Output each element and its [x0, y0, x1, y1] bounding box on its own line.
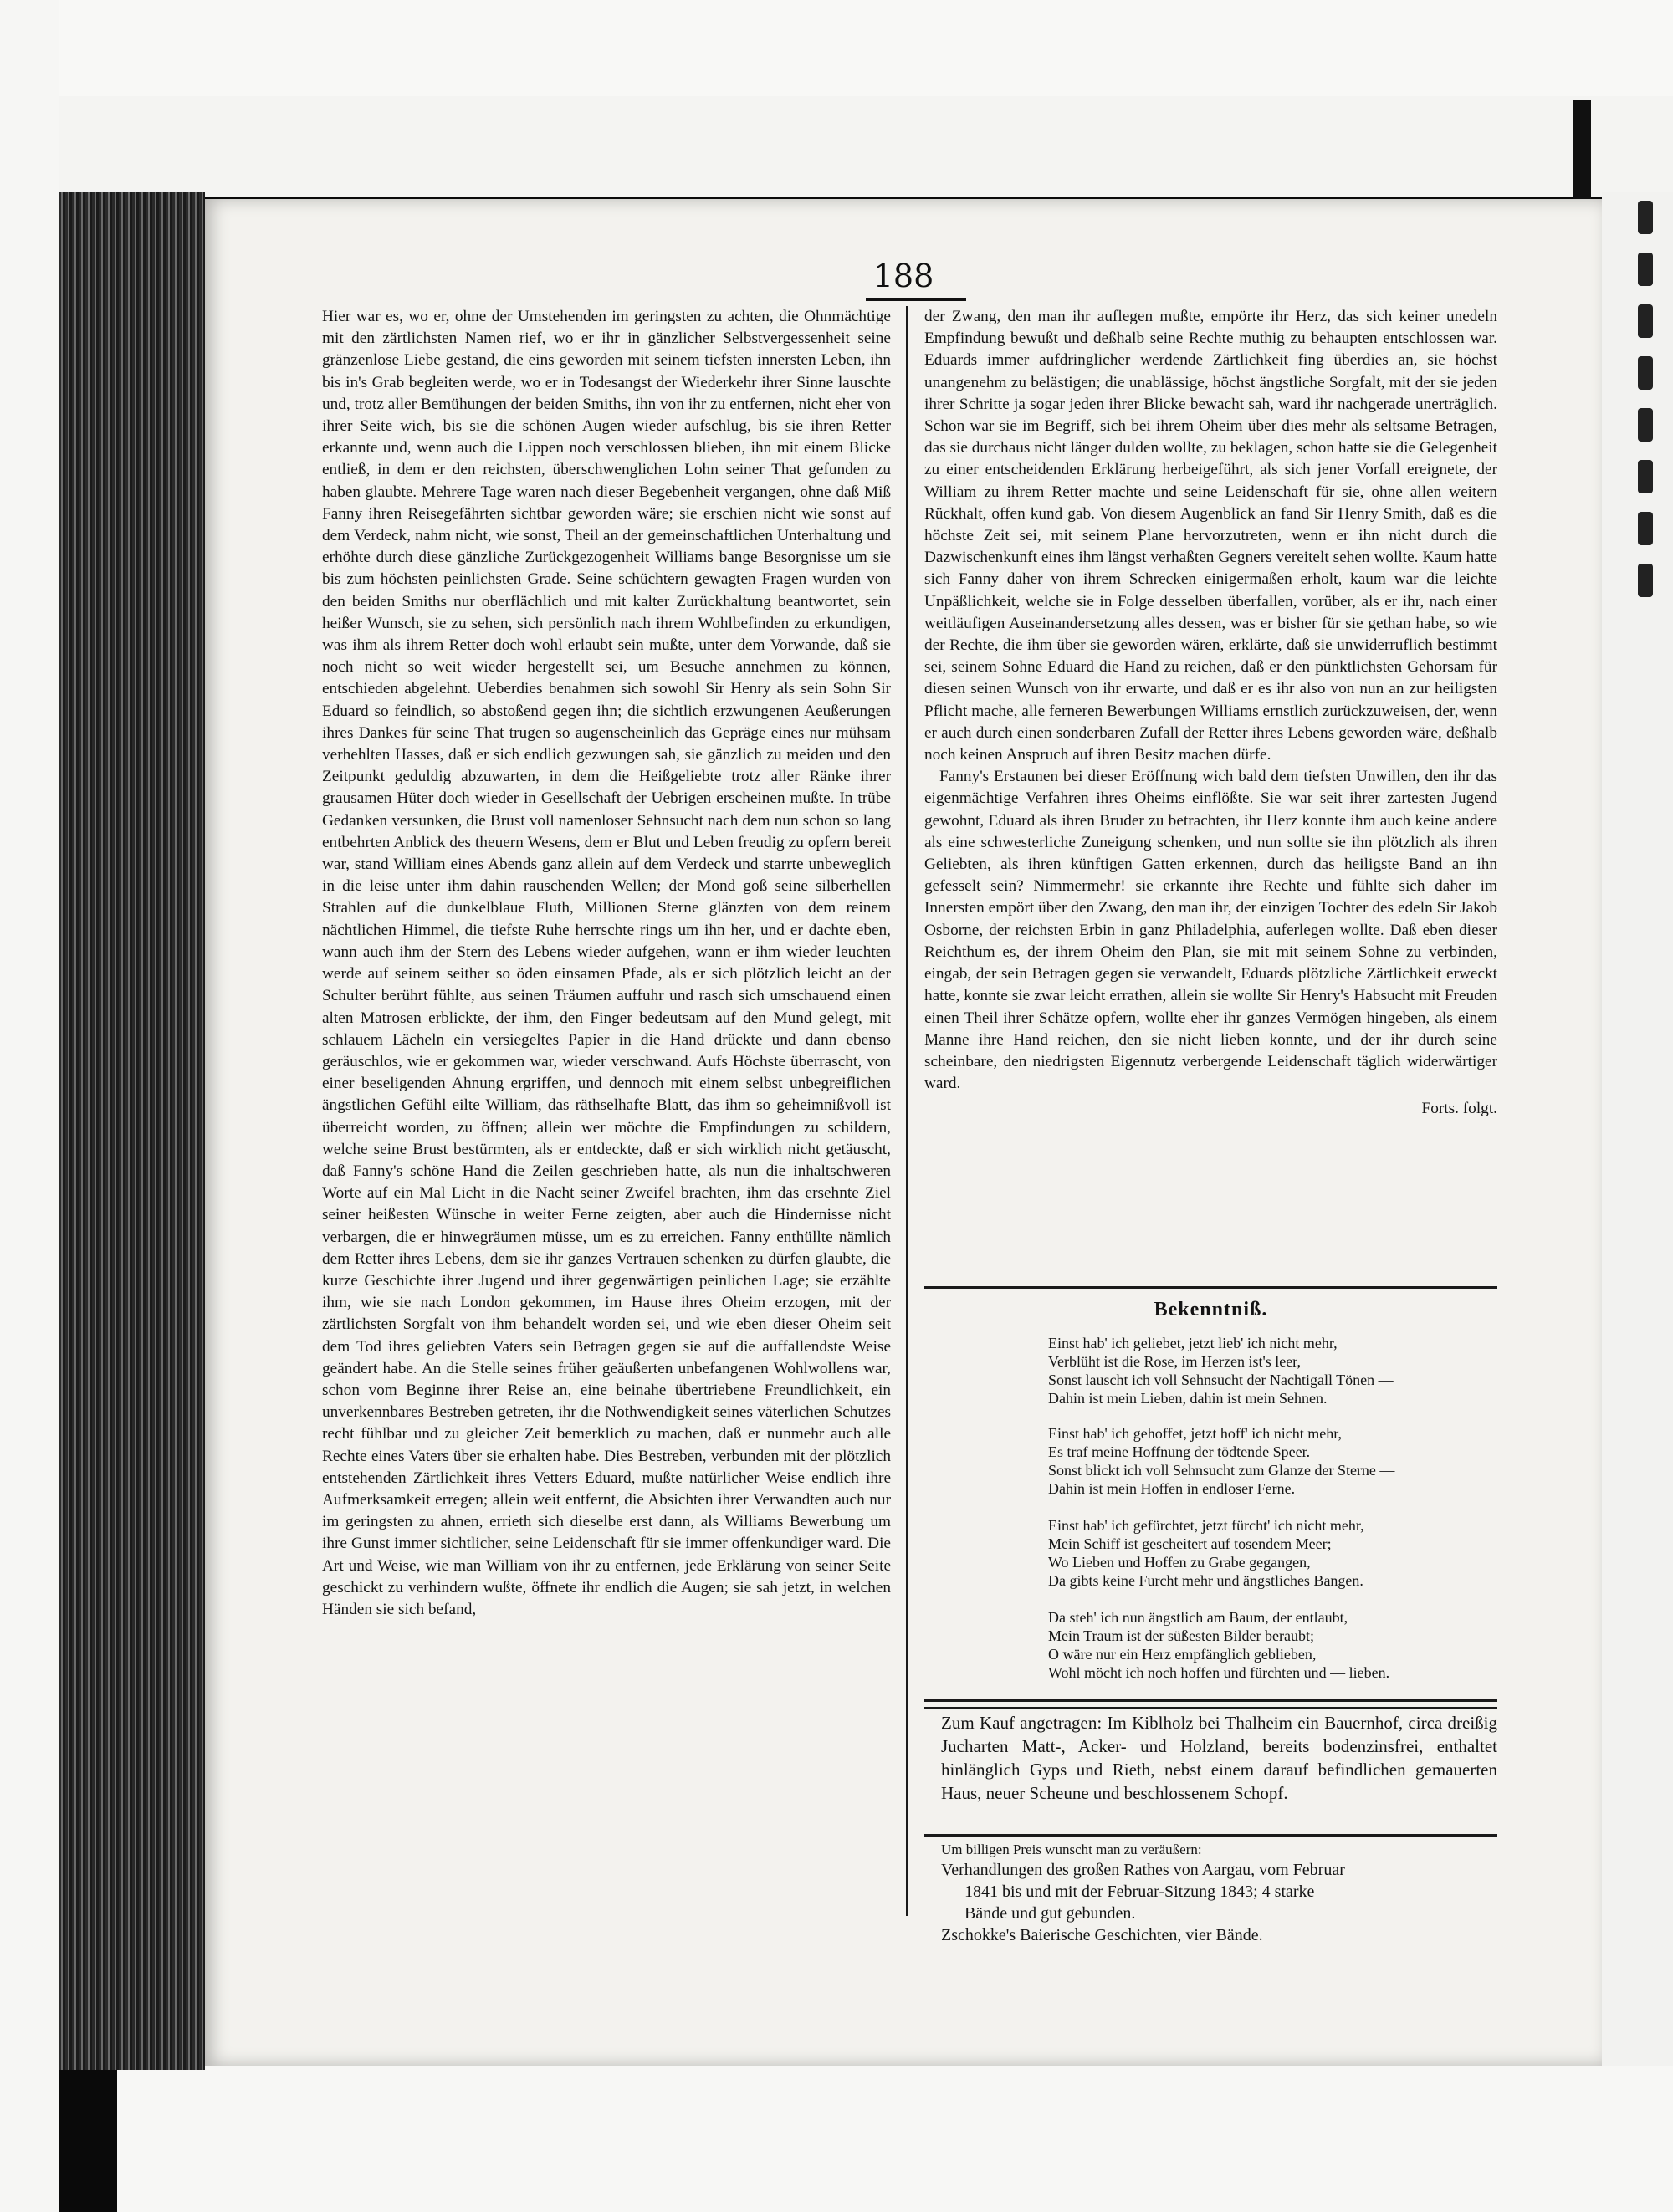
poem-line: Dahin ist mein Lieben, dahin ist mein Sehnen.: [1048, 1390, 1328, 1407]
page-number: 188: [872, 258, 934, 294]
poem-stanza: [1048, 1608, 1517, 1682]
poem-line: Einst hab' ich gefürchtet, jetzt fürcht' ich nicht mehr,: [1048, 1517, 1364, 1534]
story-text-right-2: Fanny's Erstaunen bei dieser Eröffnung wich bald dem tiefsten Unwillen, den ihr das eigenmächtige Verfahren ihres Oheims einflößte. Sie war seit ihrer zartesten Jugend gewohnt, Eduard als ihren Bruder zu betrachten, ihr Herz konnte ihm auch keine andere als eine schwesterliche Zuneigung schenken, und nun sollte sie ihn plötzlich als ihren Geliebten, als ihren künftigen Gatten erkennen, durch das heiligste Band an ihn gefesselt sein? Nimmermehr! sie erkannte ihre Rechte und fühlte sich daher im Innersten empört über den Zwang, den man ihr, der einzigen Tochter des edeln Sir Jakob Osborne, der reichsten Erbin in ganz Philadelphia, auferlegen wollte. Daß eben dieser Reichthum es, der ihrem Oheim den Plan, sie mit mit seinem Sohne zu verbinden, eingab, der sein Betragen gegen sie verwandelt, Eduards plötzliche Zärtlichkeit erweckt hatte, konnte sie zwar leicht errathen, allein sie wollte Sir Henry's Habsucht mit Freuden einen Theil ihrer Schätze opfern, wollte eher ihr ganzes Vermögen hingeben, als einem Manne ihre Hand reichen, den sie nicht lieben konnte, und der ihr durch seine scheinbare, den niedrigsten Eigennutz verbergende Leidenschaft täglich widerwärtiger ward.: [924, 768, 1497, 1093]
poem-line: Mein Schiff ist gescheitert auf tosendem Meer;: [1048, 1535, 1332, 1552]
advert-line: Verhandlungen des großen Rathes von Aargau, vom Februar: [941, 1861, 1345, 1879]
poem-line: Da gibts keine Furcht mehr und ängstliches Bangen.: [1048, 1572, 1363, 1589]
poem-line: Da steh' ich nun ängstlich am Baum, der entlaubt,: [1048, 1609, 1348, 1626]
story-text-left: Hier war es, wo er, ohne der Umstehenden im geringsten zu achten, die Ohnmächtige mit den zärtlichsten Namen rief, wo er ihr in gänzlicher Selbstvergessenheit seine gränzenlose Liebe gestand, die eins geworden mit seinem tiefsten innersten Leben, ihn bis in's Grab begleiten werde, wo er in Todesangst der Wiederkehr ihrer Sinne lauschte und, trotz aller Bemühungen der beiden Smiths, ihn von ihr zu entfernen, nicht eher von ihrer Seite wich, bis sie die schönen Augen wieder aufschlug, bis sie ihren Retter erkannte und, wenn auch die Lippen noch verschlossen blieben, ihn mit einem Blicke entließ, in dem er den reichsten, überschwenglichen Lohn seiner That gefunden zu haben glaubte. Mehrere Tage waren nach dieser Begebenheit vergangen, ohne daß Miß Fanny ihren Reisegefährten sichtbar geworden wäre; sie erschien nicht wie sonst auf dem Verdeck, nahm nicht, wie sonst, Theil an der gemeinschaftlichen Unterhaltung und erhöhte durch diese gänzliche Zurückgezogenheit Williams bange Besorgnisse um sie bis zum höchsten peinlichsten Grade. Seine schüchtern gewagten Fragen wurden von den beiden Smiths nur oberflächlich und mit kalter Zurückhaltung beantwortet, sein heißer Wunsch, sie zu sehen, sich persönlich nach ihrem Wohlbefinden zu erkundigen, was ihm als ihrem Retter doch wohl erlaubt sein mußte, unter dem Vorwande, daß sie noch nicht so weit wieder hergestellt sei, um Besuche annehmen zu können, entschieden abgelehnt. Ueberdies benahmen sich sowohl Sir Henry als sein Sohn Sir Eduard so feindlich, so abstoßend gegen ihn; die sichtlich erzwungenen Aeußerungen ihres Dankes für seine That trugen so augenscheinlich das Gepräge eines nur mühsam verhehlten Hasses, daß er sich endlich gezwungen sah, sie gänzlich zu meiden und den Zeitpunkt geduldig abzuwarten, in dem die Heißgeliebte trotz aller Ränke ihrer grausamen Hüter doch wieder in Gesellschaft der Uebrigen erscheinen mußte. In trübe Gedanken versunken, die Brust voll namenloser Sehnsucht nach dem nun schon so lang entbehrten Anblick des theuern Wesens, dem er Blut und Leben freudig zu opfern bereit war, stand William eines Abends ganz allein auf dem Verdeck und starrte unbeweglich in die leise unter ihm dahin rauschenden Wellen; der Mond goß seine silberhellen Strahlen auf die dunkelblaue Fluth, Millionen Sterne glänzten von dem reinem nächtlichen Himmel, die tiefste Ruhe herrschte rings um ihn her, und er dachte eben, wann auch ihm der Stern des Lebens wieder aufgehen, wann er ihm wieder leuchten werde auf seinem seither so öden einsamen Pfade, als er sich plötzlich leicht an der Schulter berührt fühlte, aus seinen Träumen auffuhr und rasch sich umschauend einen alten Matrosen erblickte, der ihm, den Finger bedeutsam auf den Mund gelegt, mit schlauem Lächeln ein versiegeltes Papier in die Hand drückte und dann ebenso geräuschlos, wie er gekommen war, wieder verschwand. Aufs Höchste überrascht, von einer beseligenden Ahnung ergriffen, und dennoch mit einem selbst unbegreiflichen ängstlichen Gefühl eilte William, das räthselhafte Blatt, das ihm so geheimnißvoll ist überreicht worden, zu öffnen; allein wer möchte die Empfindungen zu schildern, welche seine Brust bestürmten, als er entdeckte, daß er sich wirklich nicht getäuscht, daß Fanny's schöne Hand die Zeilen geschrieben hatte, als nun die inhaltschweren Worte auf ein Mal Licht in die Nacht seiner Zweifel brachten, ihm das ersehnte Ziel seiner heißesten Wünsche in weiter Ferne zeigten, aber auch die Hindernisse nicht verbargen, die er hinwegräumen müsse, um es zu erreichen. Fanny enthüllte nämlich dem Retter ihres Lebens, dem sie ihr ganzes Vertrauen schenken zu dürfen glaubte, die kurze Geschichte ihrer Jugend und ihrer gegenwärtigen peinlichen Lage; sie erzählte ihm, wie sie nach London gekommen, im Hause ihres Oheim erzogen, mit der zärtlichsten Sorgfalt von ihm behandelt worden sei, und wie eben dieser Oheim seit dem Tod ihres geliebten Vaters sein Betragen gegen sie auf die auffallendste Weise geändert habe. An die Stelle seines früher geäußerten unbefangenen Wohlwollens war, schon vom Beginne ihrer Reise an, eine beinahe übertriebene Freundlichkeit, ein unverkennbares Bestreben getreten, ihr die Nothwendigkeit seines väterlichen Schutzes recht fühlbar und zu gleicher Zeit bemerklich zu machen, daß er nunmehr auch alle Rechte eines Vaters über sie erhalten habe. Dies Bestreben, verbunden mit der plötzlich entstehenden Zärtlichkeit ihres Vetters Eduard, mußte natürlicher Weise endlich ihre Aufmerksamkeit erregen; allein weit entfernt, die Absichten ihrer Verwandten auch nur im geringsten zu ahnen, errieth sich dieselbe erst dann, als Williams Bewerbung um ihre Gunst immer sichtlicher, seine Leidenschaft für sie immer offenkundiger ward. Die Art und Weise, wie man William von ihr zu entfernen, jede Erklärung von seiner Seite geschickt zu verhindern wußte, öffnete ihr endlich die Augen; sie sah jetzt, in welchen Händen sie sich befand,: [322, 308, 891, 1618]
poem-line: Wo Lieben und Hoffen zu Grabe gegangen,: [1048, 1554, 1311, 1571]
column-divider: [906, 306, 908, 1916]
advert-line: Zschokke's Baierische Geschichten, vier Bände.: [941, 1926, 1263, 1944]
scan-background-top: [0, 0, 1673, 96]
poem-stanza: [1048, 1424, 1517, 1498]
poem-line: Dahin ist mein Hoffen in endloser Ferne.: [1048, 1480, 1296, 1497]
right-column: [924, 306, 1497, 1121]
section-rule: [924, 1286, 1497, 1289]
poem-line: Sonst lauscht ich voll Sehnsucht der Nachtigall Tönen —: [1048, 1372, 1394, 1388]
poem-line: O wäre nur ein Herz empfänglich geblieben,: [1048, 1646, 1317, 1663]
poem-line: Mein Traum ist der süßesten Bilder beraubt;: [1048, 1627, 1314, 1644]
adjacent-page-edge: [1638, 201, 1671, 2057]
advert-note: Um billigen Preis wunscht man zu veräußern:: [941, 1842, 1202, 1857]
continued-note: Forts. folgt.: [1421, 1100, 1497, 1118]
page-number-rule: [866, 298, 966, 301]
poem-stanza: [1048, 1516, 1517, 1590]
poem-line: Wohl möcht ich noch hoffen und fürchten und — lieben.: [1048, 1664, 1390, 1681]
poem-line: Einst hab' ich gehoffet, jetzt hoff' ich nicht mehr,: [1048, 1425, 1342, 1442]
advert-line: 1841 bis und mit der Februar-Sitzung 1843; 4 starke: [964, 1882, 1315, 1901]
scan-margin-bottom: [117, 2066, 1673, 2212]
advert-line: Bände und gut gebunden.: [964, 1904, 1136, 1923]
advert-rule-2: [924, 1834, 1497, 1837]
advert-books: [941, 1859, 1497, 1946]
poem-title: Bekenntniß.: [1154, 1299, 1268, 1321]
poem-line: Sonst blickt ich voll Sehnsucht zum Glanze der Sterne —: [1048, 1462, 1395, 1479]
scan-margin-top: [59, 96, 1673, 197]
left-column: [322, 306, 891, 1621]
scan-background-left: [0, 0, 59, 2212]
poem-line: Einst hab' ich geliebet, jetzt lieb' ich nicht mehr,: [1048, 1335, 1338, 1351]
newspaper-page: [205, 199, 1602, 2066]
poem-stanza: [1048, 1334, 1517, 1407]
advert-farm-sale: Zum Kauf angetragen: Im Kiblholz bei Thalheim ein Bauernhof, circa dreißig Jucharten Matt-, Acker- und Holzland, bereits bodenzinsfrei, enthaltet hinlänglich Gyps und Rieth, nebst einem darauf befindlichen gemauerten Haus, neuer Scheune und beschlossenem Schopf.: [941, 1713, 1497, 1803]
poem-line: Verblüht ist die Rose, im Herzen ist's leer,: [1048, 1353, 1301, 1370]
book-page-edges: [59, 192, 205, 2070]
poem-line: Es traf meine Hoffnung der tödtende Speer.: [1048, 1443, 1311, 1460]
advert-rule: [924, 1699, 1497, 1709]
story-text-right-1: der Zwang, den man ihr auflegen mußte, empörte ihr Herz, das sich keiner unedeln Empfindung bewußt und deßhalb seine Rechte muthig zu behaupten entschlossen war. Eduards immer aufdringlicher werdende Zärtlichkeit fing überdies an, sie höchst unangenehm zu belästigen; die unablässige, höchst ängstliche Sorgfalt, mit der sie jeden ihrer Schritte ja sogar jeden ihrer Blicke bewacht sah, ward ihr nachgerade unerträglich. Schon war sie im Begriff, sich bei ihrem Oheim über dies mehr als seltsame Betragen, das sie durchaus nicht länger dulden wollte, zu beklagen, schon hatte sie die Gelegenheit zu einer entscheidenden Erklärung herbeigeführt, als sich jener Vorfall ereignete, der William zu ihrem Retter machte und seine Leidenschaft für sie, ohne allen weitern Rückhalt, offen kund gab. Von diesem Augenblick an fand Sir Henry Smith, daß es die höchste Zeit sei, mit seinem Plane hervorzutreten, wenn er ihn nicht durch die Dazwischenkunft eines ihm längst verhaßten Gegners vereitelt sehen wollte. Kaum hatte sich Fanny daher von ihrem Schrecken einigermaßen erholt, kaum war die leichte Unpäßlichkeit, welche sie in Folge desselben überfallen, vorüber, als er ihr, nach einer weitläufigen Auseinandersetzung alles dessen, was er bisher für sie gethan habe, so wie der Rechte, die ihm über sie geworden wären, erklärte, daß sie unwiderruflich bestimmt sei, seinem Sohne Eduard die Hand zu reichen, daß er den pünktlichsten Gehorsam für diesen seinen Wunsch von ihr erwarte, und daß er es ihr also von nun an zur heiligsten Pflicht mache, alle ferneren Bewerbungen Williams ernstlich zurückzuweisen, der, wenn er auch durch einen sonderbaren Zufall der Retter ihres Lebens geworden wäre, deßhalb noch keinen Anspruch auf ihren Besitz machen dürfe.: [924, 308, 1497, 764]
